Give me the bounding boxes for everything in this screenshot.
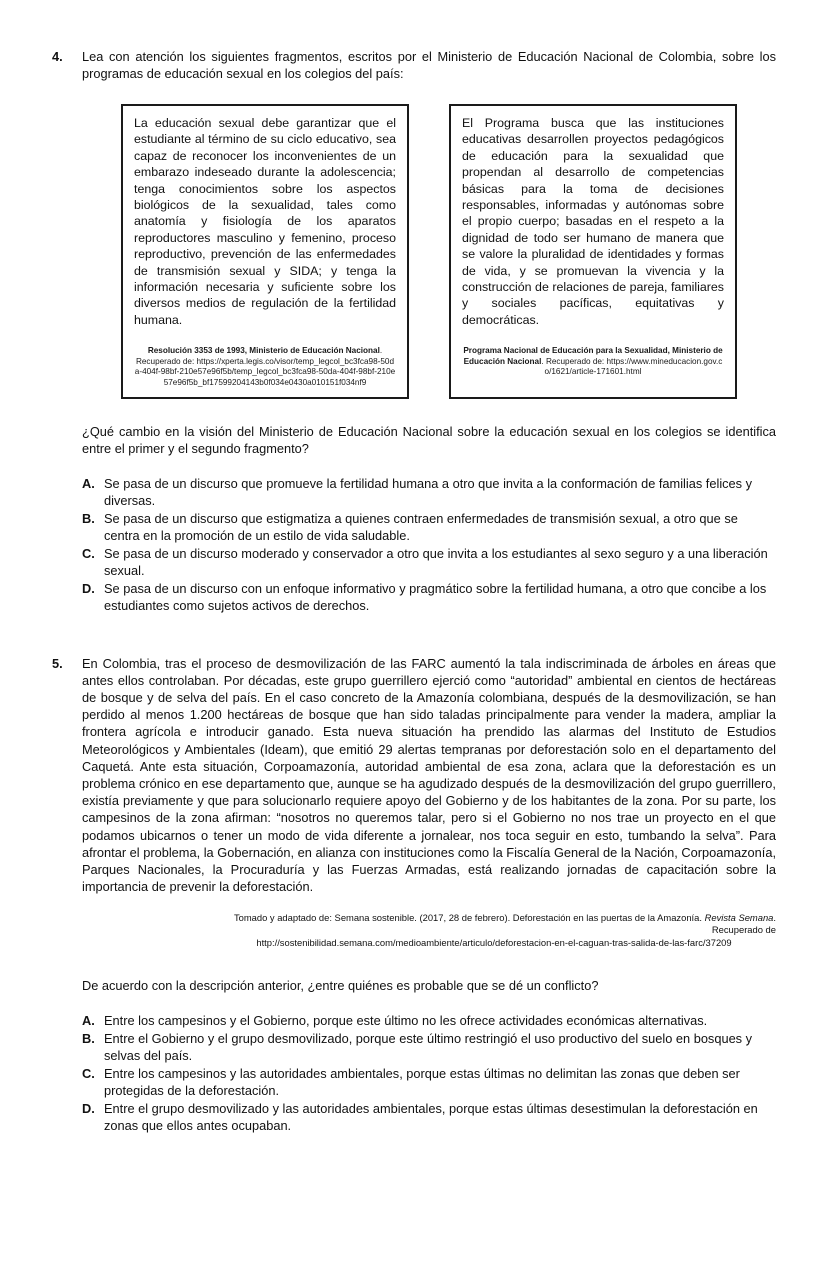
fragment-1-citation-url: https://xperta.legis.co/visor/temp_legcol_bc3fca98-50da-404f-98bf-210e57e96f5b/temp_legcol_bc3fca98-50da-404f-98bf-210e57e96f5b_bf17599204143b0f034e0430a010151f034nf9	[134, 356, 396, 388]
option-4-b-letter: B.	[82, 510, 95, 526]
question-4-body	[82, 48, 776, 615]
fragment-2-citation-source: Programa Nacional de Educación para la Sexualidad, Ministerio de Educación Nacional	[463, 346, 723, 366]
option-4-c[interactable]	[82, 545, 776, 579]
question-4-stem: Lea con atención los siguientes fragmentos, escritos por el Ministerio de Educación Nacional de Colombia, sobre los programas de educación sexual en los colegios del país:	[82, 49, 776, 81]
fragment-box-2	[449, 104, 737, 399]
option-5-d-text: Entre el grupo desmovilizado y las autoridades ambientales, porque estas últimas desestimulan la deforestación en zonas que ellos antes ocupaban.	[104, 1101, 758, 1134]
option-5-a-letter: A.	[82, 1013, 95, 1029]
fragment-2-citation-url: https://www.mineducacion.gov.co/1621/article-171601.html	[544, 356, 723, 377]
option-5-c-text: Entre los campesinos y las autoridades ambientales, porque estas últimas no delimitan las zonas que deben ser protegidas de la deforestación.	[104, 1066, 740, 1099]
question-4-prompt: ¿Qué cambio en la visión del Ministerio de Educación Nacional sobre la educación sexual en los colegios se identifica entre el primer y el segundo fragmento?	[82, 423, 776, 456]
fragment-2-citation	[462, 346, 724, 378]
question-5-options	[82, 1012, 776, 1134]
option-5-b-text: Entre el Gobierno y el grupo desmovilizado, porque este último restringió el uso productivo del suelo en bosques y selvas del país.	[104, 1031, 753, 1064]
fragment-1-citation-source: Resolución 3353 de 1993, Ministerio de Educación Nacional	[147, 346, 380, 356]
source-line-1: Tomado y adaptado de: Semana sostenible. (2017, 28 de febrero). Deforestación en las puertas de la Amazonía.	[233, 911, 702, 923]
fragment-2-text: El Programa busca que las instituciones educativas desarrollen proyectos pedagógicos de educación para la sexualidad que propendan al desarrollo de competencias básicas para la toma de decisiones responsables, informadas y autónomas sobre el propio cuerpo; basadas en el respeto a la dignidad de todo ser humano de manera que se valore la pluralidad de identidades y formas de vida, y se promuevan la vivencia y la construcción de relaciones de pareja, familiares y sociales pacíficas, equitativas y democráticas.	[462, 116, 724, 327]
option-5-a-text: Entre los campesinos y el Gobierno, porque este último no les ofrece actividades económicas alternativas.	[104, 1013, 708, 1029]
option-5-c[interactable]	[82, 1065, 776, 1099]
fragment-boxes-row	[82, 104, 776, 399]
option-4-a-letter: A.	[82, 475, 95, 491]
option-4-a-text: Se pasa de un discurso que promueve la fertilidad humana a otro que invita a la conformación de familias felices y diversas.	[104, 475, 753, 508]
option-4-c-letter: C.	[82, 545, 95, 561]
source-line-2: . Recuperado de	[711, 911, 776, 936]
option-5-b[interactable]	[82, 1030, 776, 1064]
option-5-c-letter: C.	[82, 1066, 95, 1082]
question-5	[52, 655, 776, 1136]
fragment-1-citation-rest: . Recuperado de:	[135, 346, 383, 366]
option-4-d[interactable]	[82, 580, 776, 614]
fragment-2-citation-rest: . Recuperado de:	[541, 356, 605, 366]
option-4-c-text: Se pasa de un discurso moderado y conservador a otro que invita a los estudiantes al sexo seguro y a una liberación sexual.	[104, 545, 768, 578]
fragment-box-1	[121, 104, 409, 399]
question-5-prompt: De acuerdo con la descripción anterior, ¿entre quiénes es probable que se dé un conflicto?	[82, 978, 599, 994]
question-4-number: 4.	[52, 49, 63, 64]
option-4-b[interactable]	[82, 510, 776, 544]
option-5-b-letter: B.	[82, 1031, 95, 1047]
option-4-d-text: Se pasa de un discurso con un enfoque informativo y pragmático sobre la fertilidad humana, a otro que concibe a los estudiantes como sujetos activos de derechos.	[104, 580, 767, 613]
question-4-options	[82, 475, 776, 614]
option-4-b-text: Se pasa de un discurso que estigmatiza a quienes contraen enfermedades de transmisión sexual, a otro que se centra en la promoción de un estilo de vida saludable.	[104, 510, 738, 543]
option-5-d-letter: D.	[82, 1101, 95, 1117]
option-5-d[interactable]	[82, 1100, 776, 1134]
question-5-reading-passage: En Colombia, tras el proceso de desmovilización de las FARC aumentó la tala indiscriminada de árboles en áreas que antes ellos controlaban. Por décadas, este grupo guerrillero ejerció como “autoridad” ambiental en cientos de hectáreas de bosque y de selva del país. En el caso concreto de la Amazonía colombiana, después de la desmovilización, se han perdido al menos 1.200 hectáreas de bosque que han sido taladas principalmente para vender la madera, ampliar la frontera agrícola e introducir ganado. Esta nueva situación ha prendido las alarmas del Instituto de Estudios Meteorológicos y Ambientales (Ideam), que emitió 29 alertas tempranas por deforestación solo en el departamento del Caquetá. Ante esta situación, Corpoamazonía, autoridad ambiental de esa zona, aclara que la deforestación es un problema crónico en ese departamento que, aunque se ha agudizado después de la desmovilización del grupo guerrillero, existía previamente y que para solucionarlo requiere apoyo del Gobierno y de los habitantes de la zona. Por su parte, los campesinos de la zona afirman: “nosotros no queremos talar, pero si el Gobierno no nos trae un proyecto en el que podamos ubicarnos o tener un modo de vida diferente a jornalear, nos toca seguir en esto, tumbando la selva”. Para afrontar el problema, la Gobernación, en alianza con instituciones como la Fiscalía General de la Nación, Corpoamazonía, Parques Nacionales, la Procuraduría y las Fuerzas Armadas, está realizando jornadas de capacitación sobre la importancia de prevenir la deforestación.	[82, 655, 776, 895]
question-5-number: 5.	[52, 655, 63, 671]
question-5-source-note	[82, 912, 776, 950]
question-5-body	[82, 655, 776, 1136]
option-5-a[interactable]	[82, 1012, 776, 1029]
source-publication: Revista Semana	[704, 911, 774, 923]
fragment-1-text: La educación sexual debe garantizar que el estudiante al término de su ciclo educativo, sea capaz de reconocer los inconvenientes de un embarazo indeseado durante la adolescencia; tenga conocimientos sobre los aspectos biológicos de la sexualidad, tales como anatomía y fisiología de los aparatos reproductores masculino y femenino, proceso reproductivo, prevención de las enfermedades de transmisión sexual y SIDA; y tenga la información necesaria y suficiente sobre los diversos medios de regulación de la fertilidad humana.	[134, 116, 396, 327]
option-4-d-letter: D.	[82, 580, 95, 596]
question-4	[52, 48, 776, 615]
option-4-a[interactable]	[82, 475, 776, 509]
fragment-1-citation	[134, 346, 396, 388]
source-url: http://sostenibilidad.semana.com/medioambiente/articulo/deforestacion-en-el-caguan-tras-salida-de-las-farc/37209	[256, 936, 732, 948]
